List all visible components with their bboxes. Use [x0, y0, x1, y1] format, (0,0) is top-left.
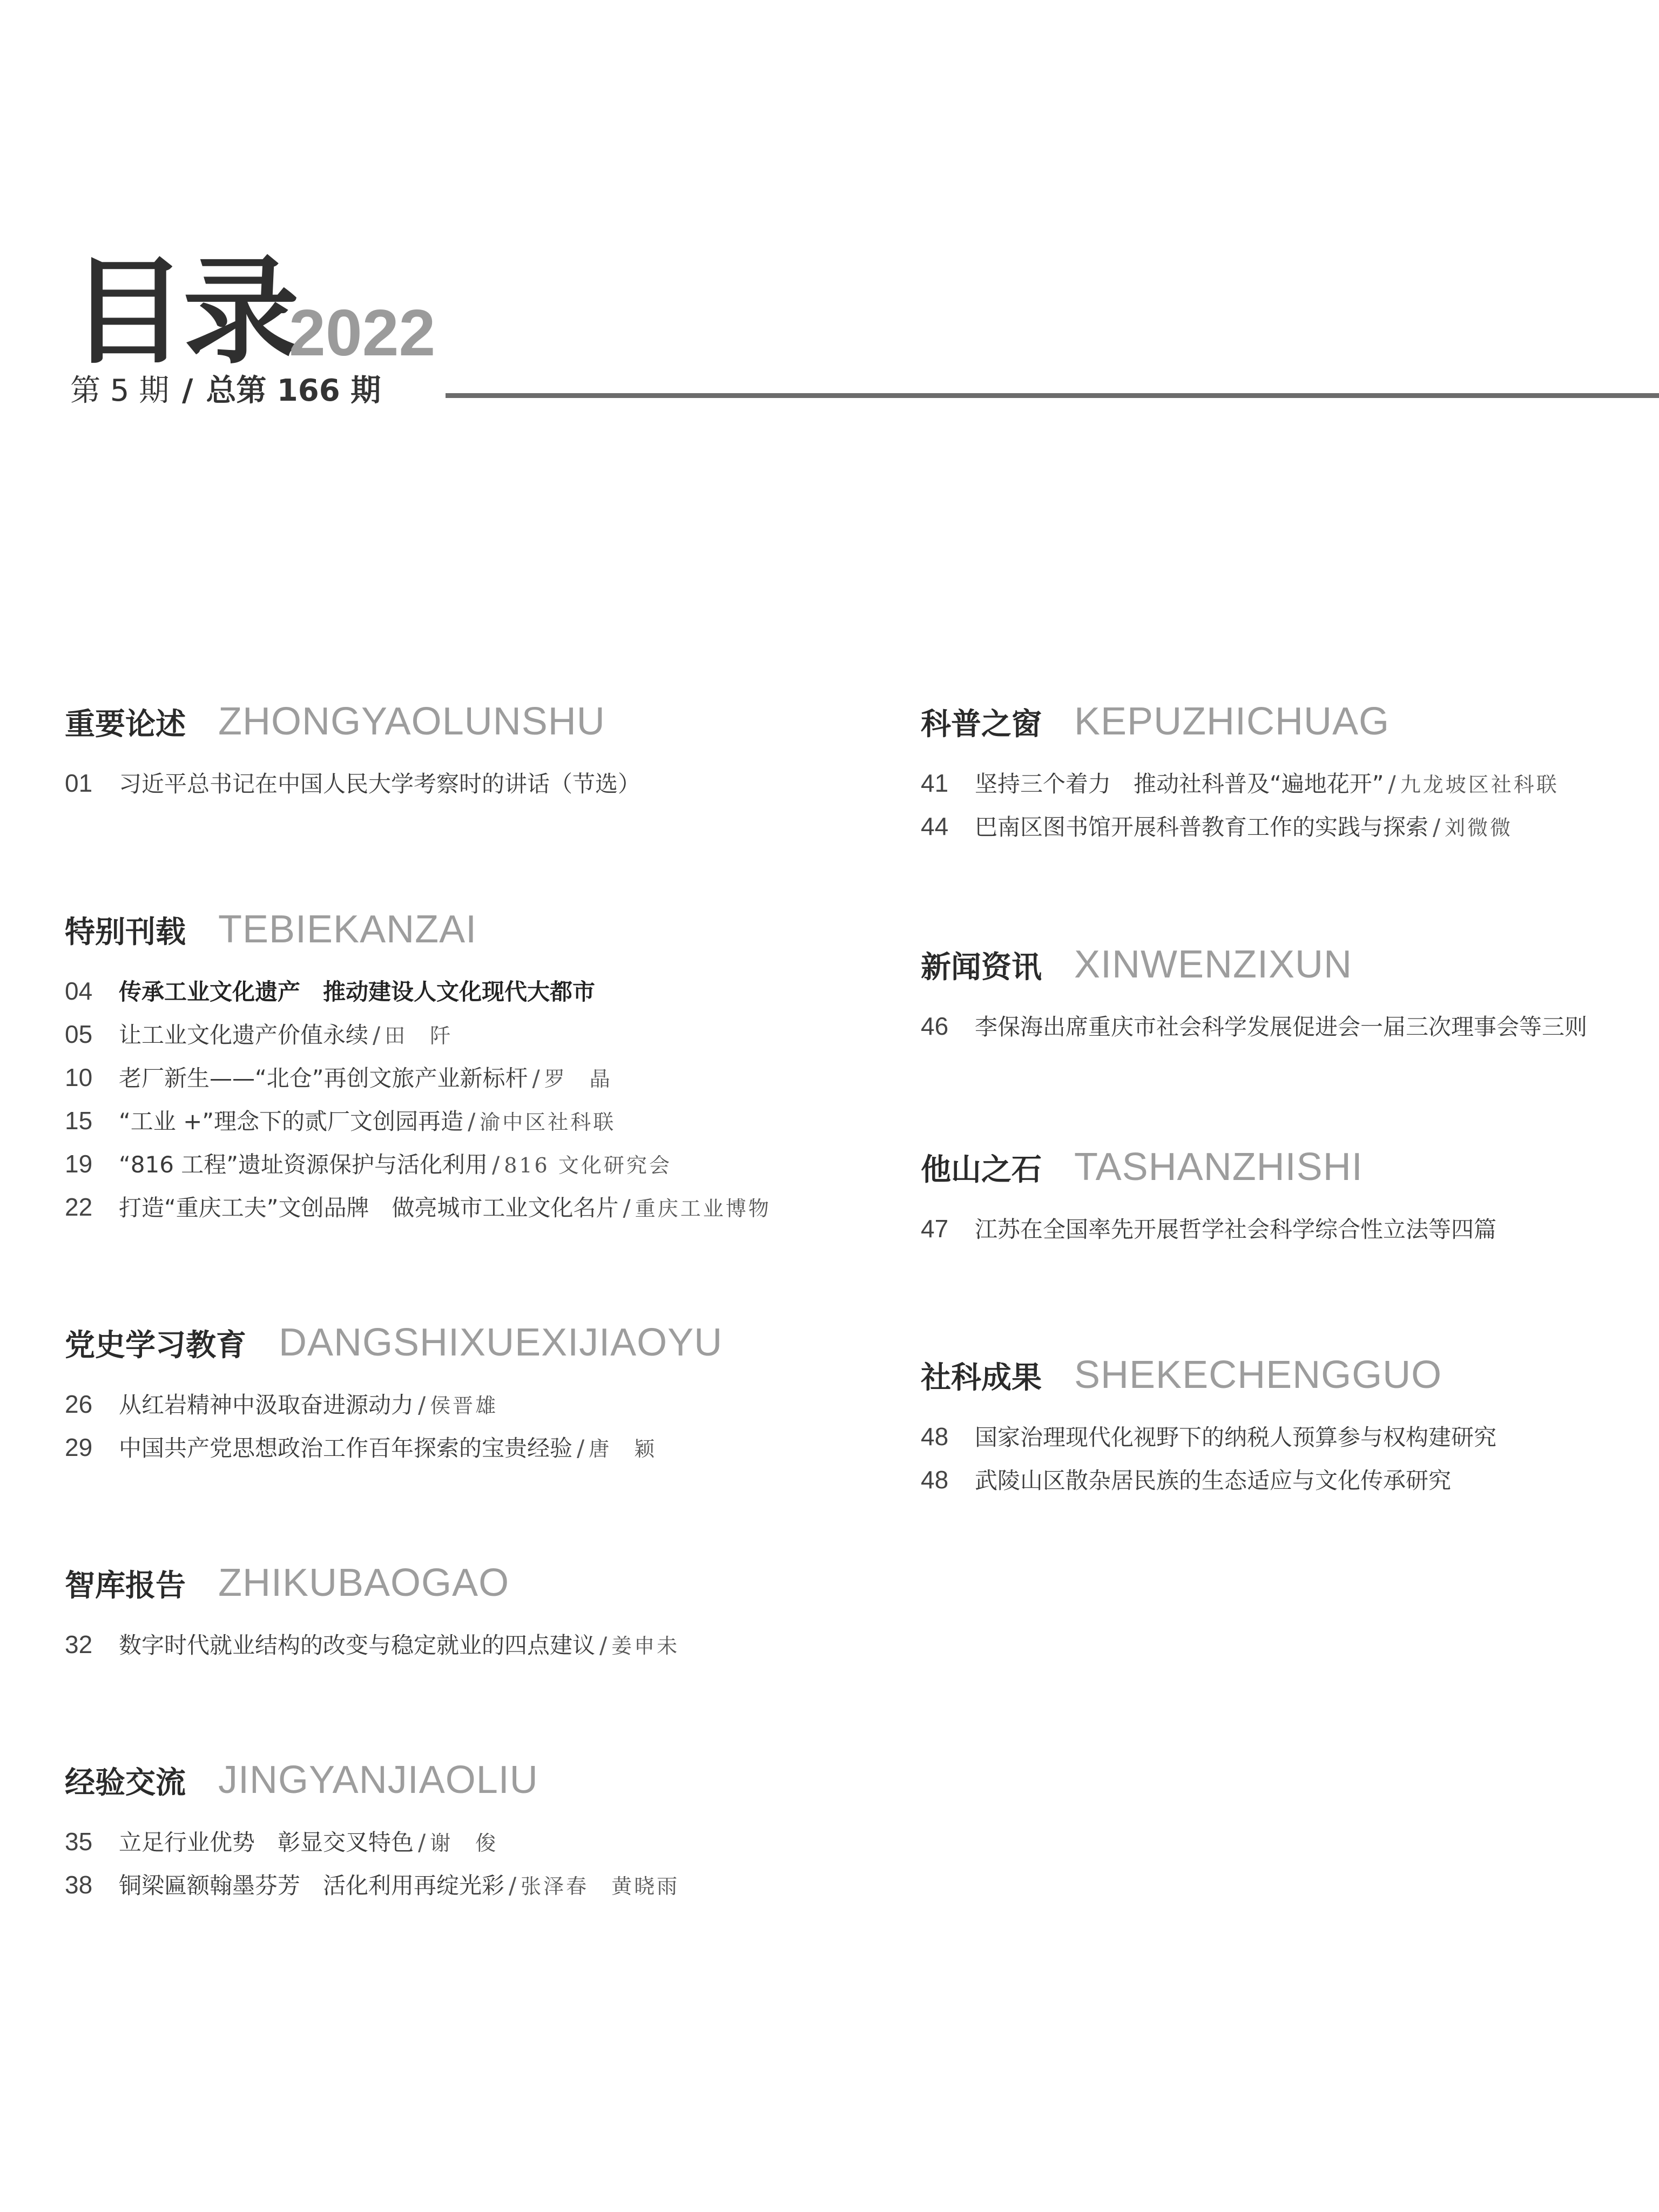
page-number: 04	[65, 977, 93, 1005]
article-author: 罗 晶	[544, 1067, 612, 1091]
article-title: 打造“重庆工夫”文创品牌 做亮城市工业文化名片	[119, 1195, 619, 1221]
section-heading	[65, 1758, 832, 1804]
page-number: 48	[921, 1422, 949, 1451]
section-title-en: ZHONGYAOLUNSHU	[218, 700, 605, 743]
section-title-cn: 重要论述	[65, 707, 186, 742]
section-heading	[921, 1145, 1659, 1191]
section-tebiekanzai	[65, 910, 832, 1229]
article-title: 传承工业文化遗产 推动建设人文化现代大都市	[119, 979, 596, 1005]
page-number: 10	[65, 1063, 93, 1091]
article-title: 数字时代就业结构的改变与稳定就业的四点建议	[119, 1632, 596, 1658]
page-number: 32	[65, 1630, 93, 1658]
section-title-en: TEBIEKANZAI	[218, 908, 477, 951]
article-author: 816 文化研究会	[504, 1154, 672, 1177]
page-number: 19	[65, 1150, 93, 1178]
toc-entry[interactable]: 32 数字时代就业结构的改变与稳定就业的四点建议 / 姜申未	[65, 1623, 832, 1666]
section-title-en: XINWENZIXUN	[1074, 943, 1352, 986]
toc-entry[interactable]: 26 从红岩精神中汲取奋进源动力 / 侯晋雄	[65, 1382, 832, 1426]
article-title: 巴南区图书馆开展科普教育工作的实践与探索	[975, 814, 1429, 840]
article-author: 田 阡	[385, 1024, 453, 1048]
section-heading	[921, 702, 1659, 745]
article-title: 习近平总书记在中国人民大学考察时的讲话（节选）	[119, 771, 641, 797]
toc-entry[interactable]: 10 老厂新生——“北仓”再创文旅产业新标杆 / 罗 晶	[65, 1056, 832, 1099]
page-number: 29	[65, 1433, 93, 1461]
page-number: 22	[65, 1193, 93, 1221]
section-heading	[921, 1355, 1659, 1399]
page-number: 01	[65, 769, 93, 797]
section-heading	[65, 910, 832, 953]
toc-entry[interactable]	[921, 1004, 1659, 1048]
toc-entry[interactable]: 19 “816 工程”遗址资源保护与活化利用 / 816 文化研究会	[65, 1142, 832, 1185]
toc-entry[interactable]	[65, 761, 832, 805]
article-title: 中国共产党思想政治工作百年探索的宝贵经验	[119, 1435, 573, 1461]
section-heading	[65, 702, 832, 745]
page-number: 46	[921, 1012, 949, 1040]
toc-entry[interactable]	[921, 1458, 1659, 1501]
page-number: 15	[65, 1107, 93, 1135]
toc-title: 目录	[70, 244, 296, 380]
article-title: “工业 +”理念下的贰厂文创园再造	[119, 1108, 464, 1135]
article-author: 渝中区社科联	[480, 1110, 616, 1134]
article-author: 重庆工业博物	[635, 1197, 771, 1220]
issue-line	[70, 373, 381, 408]
page-number: 38	[65, 1871, 93, 1899]
page-number: 47	[921, 1215, 949, 1243]
article-title: 铜梁匾额翰墨芬芳 活化利用再绽光彩	[119, 1872, 505, 1899]
toc-entry[interactable]: 15 “工业 +”理念下的贰厂文创园再造 / 渝中区社科联	[65, 1099, 832, 1142]
article-title: 武陵山区散杂居民族的生态适应与文化传承研究	[975, 1467, 1452, 1494]
article-title: “816 工程”遗址资源保护与活化利用	[119, 1151, 488, 1178]
toc-entry[interactable]: 41 坚持三个着力 推动社科普及“遍地花开” / 九龙坡区社科联	[921, 761, 1659, 805]
page-number: 44	[921, 812, 949, 840]
page-number: 41	[921, 769, 949, 797]
page-number: 26	[65, 1390, 93, 1418]
section-title-cn: 智库报告	[65, 1568, 186, 1603]
article-author: 侯晋雄	[430, 1394, 498, 1418]
issue-slash: /	[182, 373, 193, 408]
section-zhikubaogao	[65, 1563, 832, 1666]
toc-year: 2022	[289, 296, 436, 369]
article-title: 李保海出席重庆市社会科学发展促进会一届三次理事会等三则	[975, 1014, 1588, 1040]
section-title-en: TASHANZHISHI	[1074, 1145, 1363, 1189]
article-author: 谢 俊	[430, 1831, 498, 1855]
section-title-cn: 新闻资讯	[921, 950, 1042, 985]
section-shekechengguo	[921, 1355, 1659, 1501]
section-tashanzhishi	[921, 1145, 1659, 1250]
section-xinwenzixun	[921, 945, 1659, 1048]
toc-entry[interactable]: 22 打造“重庆工夫”文创品牌 做亮城市工业文化名片 / 重庆工业博物	[65, 1185, 832, 1229]
section-title-en: DANGSHIXUEXIJIAOYU	[279, 1321, 723, 1364]
page-number: 05	[65, 1020, 93, 1048]
section-title-en: JINGYANJIAOLIU	[218, 1758, 538, 1802]
toc-entry[interactable]: 35 立足行业优势 彰显交叉特色 / 谢 俊	[65, 1820, 832, 1863]
section-heading	[65, 1323, 832, 1366]
toc-entry[interactable]	[921, 1207, 1659, 1250]
section-title-cn: 经验交流	[65, 1765, 186, 1800]
section-zhongyaolunshu	[65, 702, 832, 805]
section-heading	[65, 1563, 832, 1607]
section-jingyanjiaoliu	[65, 1758, 832, 1906]
toc-entry[interactable]: 29 中国共产党思想政治工作百年探索的宝贵经验 / 唐 颖	[65, 1426, 832, 1469]
section-title-en: SHEKECHENGGUO	[1074, 1353, 1442, 1397]
toc-entry[interactable]	[921, 1415, 1659, 1458]
toc-entry[interactable]: 44 巴南区图书馆开展科普教育工作的实践与探索 / 刘微微	[921, 805, 1659, 848]
header-divider	[446, 393, 1659, 398]
article-title: 老厂新生——“北仓”再创文旅产业新标杆	[119, 1065, 528, 1091]
page-number: 35	[65, 1827, 93, 1856]
article-author: 张泽春 黄晓雨	[521, 1874, 680, 1898]
article-title: 江苏在全国率先开展哲学社会科学综合性立法等四篇	[975, 1216, 1497, 1243]
section-title-en: ZHIKUBAOGAO	[218, 1561, 510, 1604]
section-dangshixuexijiaoyu	[65, 1323, 832, 1469]
article-author: 姜申未	[611, 1634, 680, 1658]
section-heading	[921, 945, 1659, 988]
section-title-cn: 特别刊载	[65, 915, 186, 950]
article-title: 从红岩精神中汲取奋进源动力	[119, 1392, 414, 1418]
article-title: 立足行业优势 彰显交叉特色	[119, 1829, 414, 1856]
toc-entry[interactable]	[65, 969, 832, 1013]
section-title-cn: 他山之石	[921, 1152, 1042, 1188]
article-title: 坚持三个着力 推动社科普及“遍地花开”	[975, 771, 1384, 797]
article-title: 让工业文化遗产价值永续	[119, 1022, 369, 1048]
section-title-cn: 社科成果	[921, 1360, 1042, 1395]
article-author: 唐 颖	[589, 1437, 657, 1461]
section-title-cn: 科普之窗	[921, 707, 1042, 742]
page-number: 48	[921, 1466, 949, 1494]
section-title-en: KEPUZHICHUAG	[1074, 700, 1390, 743]
article-author: 九龙坡区社科联	[1400, 773, 1559, 797]
article-title: 国家治理现代化视野下的纳税人预算参与权构建研究	[975, 1424, 1497, 1451]
issue-total: 总第 166 期	[206, 373, 381, 408]
section-title-cn: 党史学习教育	[65, 1328, 246, 1363]
issue-number: 第 5 期	[70, 373, 170, 408]
toc-entry[interactable]: 38 铜梁匾额翰墨芬芳 活化利用再绽光彩 / 张泽春 黄晓雨	[65, 1863, 832, 1906]
section-kepuzhichuag	[921, 702, 1659, 848]
toc-entry[interactable]: 05 让工业文化遗产价值永续 / 田 阡	[65, 1013, 832, 1056]
article-author: 刘微微	[1445, 816, 1513, 840]
